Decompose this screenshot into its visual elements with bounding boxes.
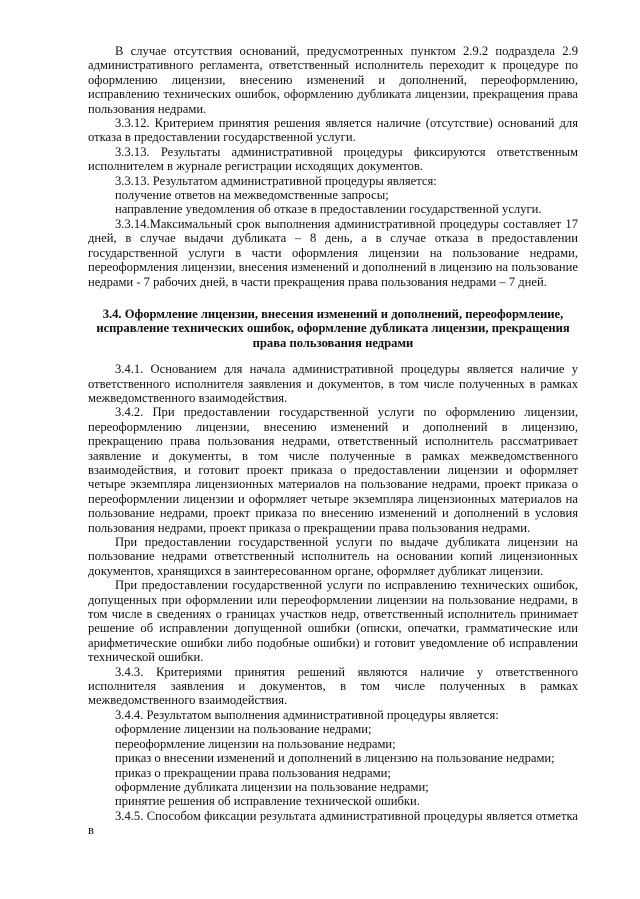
section-heading: 3.4. Оформление лицензии, внесения изменений и дополнений, переоформление, исправление технических ошибок, оформление дубликата лицензии, прекращения права пользования недрами (96, 306, 570, 350)
paragraph: 3.4.5. Способом фиксации результата административной процедуры является отметка в (88, 808, 578, 838)
paragraph: При предоставлении государственной услуги по выдаче дубликата лицензии на пользование недрами ответственный исполнитель на основании копий лицензионных документов, хранящихся в заинтересованном органе, оформляет дубликат лицензии. (88, 535, 578, 578)
paragraph: оформление дубликата лицензии на пользование недрами; (115, 779, 429, 794)
paragraph: 3.3.12. Критерием принятия решения является наличие (отсутствие) оснований для отказа в предоставлении государственной услуги. (88, 116, 578, 145)
paragraph: 3.3.14.Максимальный срок выполнения административной процедуры составляет 17 дней, в случае выдачи дубликата – 8 день, а в случае отказа в предоставлении государственной услуги в части оформления лицензии на пользование недрами, переоформления лицензии, внесения изменений и дополнений в лицензию на пользование недрами - 7 рабочих дней, в части прекращения права пользования недрами – 7 дней. (88, 216, 578, 289)
paragraph: приказ о прекращении права пользования недрами; (115, 765, 391, 780)
top-paragraphs (88, 44, 578, 289)
paragraph: 3.4.1. Основанием для начала административной процедуры является наличие у ответственного исполнителя заявления и документов, в том числе полученных в рамках межведомственного взаимодействия. (88, 362, 578, 405)
paragraph: приказ о внесении изменений и дополнений в лицензию на пользование недрами; (115, 751, 555, 766)
paragraph: 3.4.4. Результатом выполнения административной процедуры является: (115, 707, 499, 722)
paragraph: переоформление лицензии на пользование недрами; (115, 736, 396, 751)
paragraph: В случае отсутствия оснований, предусмотренных пунктом 2.9.2 подраздела 2.9 административного регламента, ответственный исполнитель переходит к процедуре по оформлению лицензии, внесению изменений и дополнений, переоформлению, исправлению технических ошибок, оформлению дубликата лицензии, прекращения права пользования недрами. (88, 44, 578, 116)
paragraph: При предоставлении государственной услуги по исправлению технических ошибок, допущенных при оформлении или переоформлении лицензии на пользование недрами, в том числе в сведениях о границах участков недр, ответственный исполнитель принимает решение об исправлении допущенной ошибки (описки, опечатки, грамматические или арифметические ошибки либо подобные ошибки) и готовит уведомление об исправлении технической ошибки. (88, 578, 578, 665)
paragraph: направление уведомления об отказе в предоставлении государственной услуги. (115, 202, 542, 217)
paragraph: принятие решения об исправление технической ошибки. (115, 794, 420, 809)
paragraph: получение ответов на межведомственные запросы; (115, 188, 389, 203)
paragraph: 3.4.2. При предоставлении государственной услуги по оформлению лицензии, переоформлению лицензии, внесению изменений и дополнений в лицензию, прекращению права пользования недрами, ответственный исполнитель рассматривает заявление и документы, в том числе полученные в рамках межведомственного взаимодействия, и готовит проект приказа о предоставлении лицензии и оформляет четыре экземпляра лицензионных материалов на пользование недрами, проект приказа о переоформлении лицензии и оформляет четыре экземпляра лицензионных материалов на пользование недрами, проект приказа по внесению изменений и дополнений в условия пользования недрами, проект приказа о прекращении права пользования недрами. (88, 405, 578, 535)
paragraph: 3.4.3. Критериями принятия решений являются наличие у ответственного исполнителя заявления и документов, в том числе полученных в рамках межведомственного взаимодействия. (88, 664, 578, 708)
bottom-paragraphs (88, 362, 578, 837)
paragraph: оформление лицензии на пользование недрами; (115, 722, 372, 737)
paragraph: 3.3.13. Результаты административной процедуры фиксируются ответственным исполнителем в журнале регистрации исходящих документов. (88, 144, 578, 174)
paragraph: 3.3.13. Результатом административной процедуры является: (115, 173, 437, 188)
